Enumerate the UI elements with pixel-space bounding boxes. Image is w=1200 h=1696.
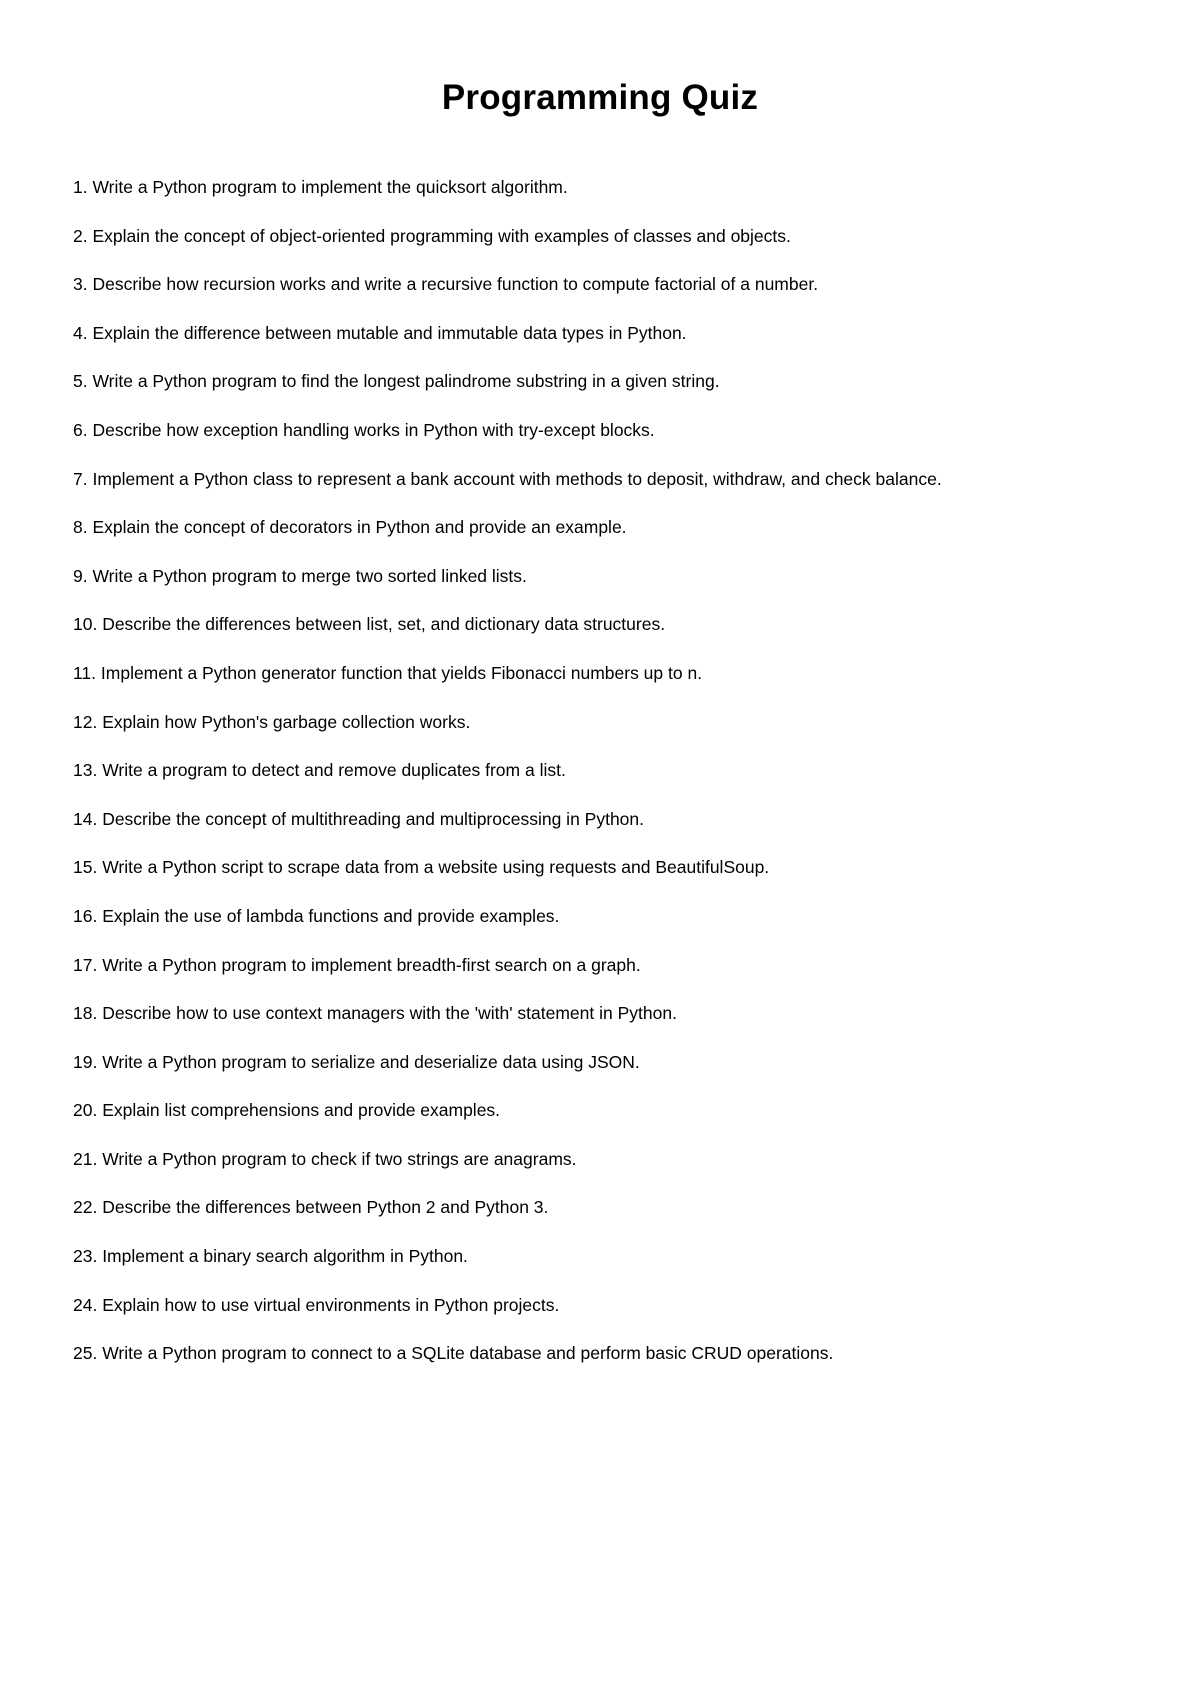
- page-title: Programming Quiz: [441, 78, 759, 117]
- question-item: 19. Write a Python program to serialize and deserialize data using JSON.: [73, 1051, 640, 1072]
- question-item: 22. Describe the differences between Python 2 and Python 3.: [73, 1197, 549, 1218]
- question-item: 9. Write a Python program to merge two sorted linked lists.: [73, 565, 527, 586]
- question-item: 4. Explain the difference between mutable and immutable data types in Python.: [73, 322, 687, 343]
- question-item: 12. Explain how Python's garbage collection works.: [73, 711, 471, 732]
- question-item: 25. Write a Python program to connect to a SQLite database and perform basic CRUD operations.: [73, 1343, 834, 1364]
- question-item: 1. Write a Python program to implement the quicksort algorithm.: [73, 177, 568, 197]
- question-item: 2. Explain the concept of object-oriented programming with examples of classes and objects.: [73, 225, 791, 246]
- question-item: 15. Write a Python script to scrape data from a website using requests and BeautifulSoup.: [73, 857, 770, 878]
- question-item: 5. Write a Python program to find the longest palindrome substring in a given string.: [73, 371, 720, 392]
- question-list: [73, 176, 1163, 1391]
- question-item: 17. Write a Python program to implement breadth-first search on a graph.: [73, 954, 641, 975]
- question-item: 24. Explain how to use virtual environments in Python projects.: [73, 1294, 560, 1315]
- question-item: 13. Write a program to detect and remove duplicates from a list.: [73, 760, 566, 781]
- question-item: 21. Write a Python program to check if two strings are anagrams.: [73, 1148, 577, 1169]
- question-item: 10. Describe the differences between list, set, and dictionary data structures.: [73, 614, 666, 635]
- question-item: 11. Implement a Python generator function that yields Fibonacci numbers up to n.: [73, 662, 703, 683]
- question-item: 18. Describe how to use context managers with the 'with' statement in Python.: [73, 1003, 677, 1024]
- question-item: 7. Implement a Python class to represent a bank account with methods to deposit, withdraw, and check balance.: [73, 468, 942, 489]
- question-item: 3. Describe how recursion works and write a recursive function to compute factorial of a number.: [73, 274, 819, 295]
- question-item: 8. Explain the concept of decorators in Python and provide an example.: [73, 517, 627, 538]
- question-item: 16. Explain the use of lambda functions and provide examples.: [73, 905, 560, 926]
- question-item: 14. Describe the concept of multithreading and multiprocessing in Python.: [73, 808, 645, 829]
- question-item: 23. Implement a binary search algorithm in Python.: [73, 1246, 468, 1267]
- question-item: 20. Explain list comprehensions and provide examples.: [73, 1100, 501, 1121]
- question-item: 6. Describe how exception handling works in Python with try-except blocks.: [73, 419, 655, 440]
